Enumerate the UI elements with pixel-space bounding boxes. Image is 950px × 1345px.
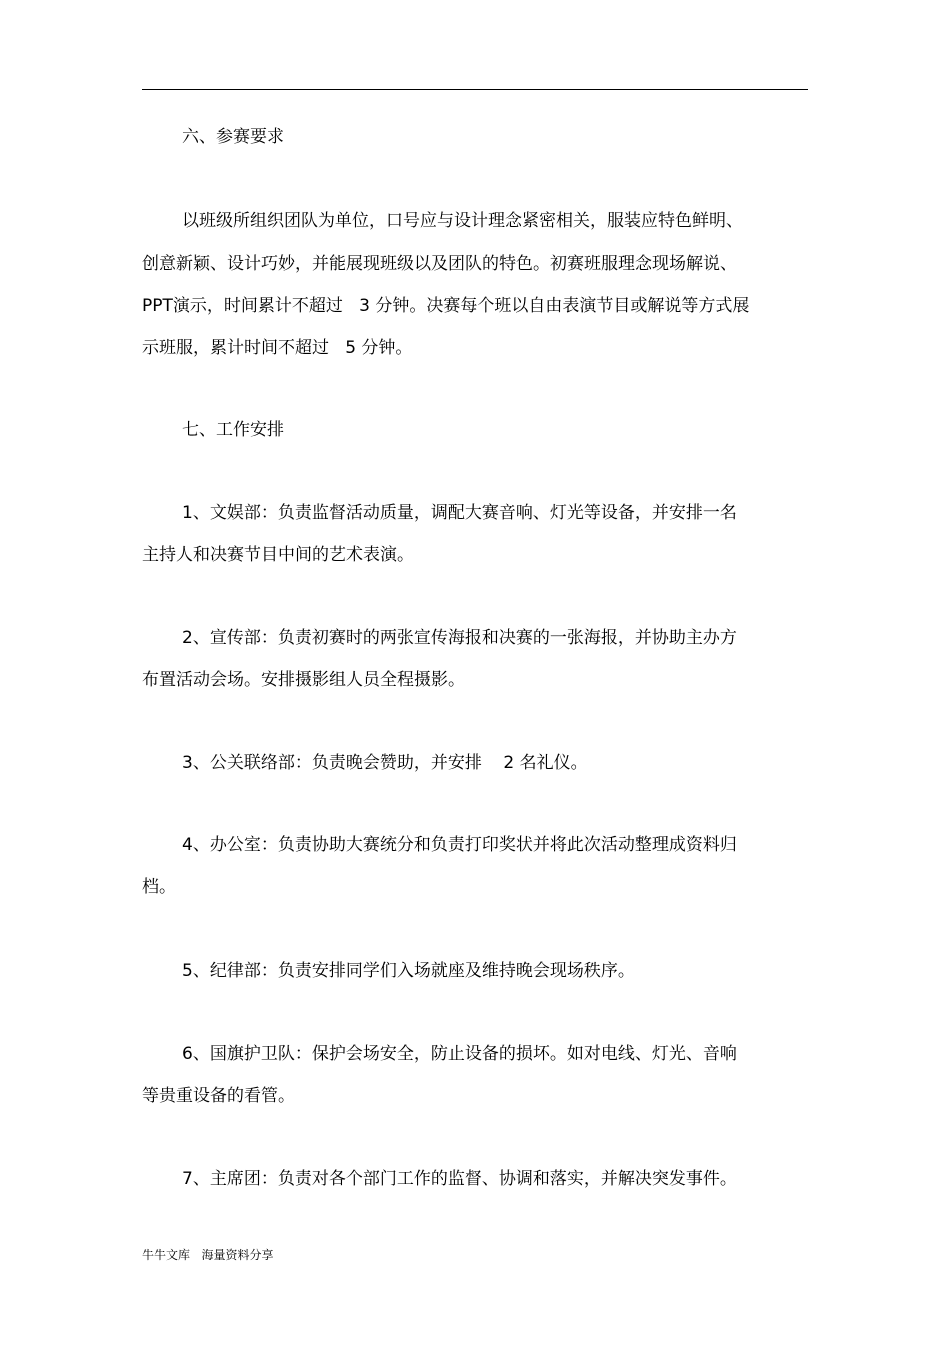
work-item-text: 1、文娱部：负责监督活动质量，调配大赛音响、灯光等设备，并安排一名 [182,503,737,523]
section-6-text-line: 以班级所组织团队为单位，口号应与设计理念紧密相关，服装应特色鲜明、 [182,211,743,231]
work-item-text: 6、国旗护卫队：保护会场安全，防止设备的损坏。如对电线、灯光、音响 [182,1044,737,1064]
section-6-heading: 六、参赛要求 [182,127,284,147]
footer-text: 牛牛文库 海量资料分享 [142,1248,274,1262]
work-item-text: 等贵重设备的看管。 [142,1086,295,1106]
work-item-text: 7、主席团：负责对各个部门工作的监督、协调和落实，并解决突发事件。 [182,1169,737,1189]
header-rule [142,89,808,90]
section-6-text-line: 示班服，累计时间不超过 5 分钟。 [142,338,413,358]
section-7-heading: 七、工作安排 [182,420,284,440]
work-item-text: 主持人和决赛节目中间的艺术表演。 [142,545,414,565]
work-item-text: 布置活动会场。安排摄影组人员全程摄影。 [142,670,465,690]
work-item-text: 3、公关联络部：负责晚会赞助，并安排 2 名礼仪。 [182,753,588,773]
section-6-text-line: PPT演示，时间累计不超过 3 分钟。决赛每个班以自由表演节目或解说等方式展 [142,296,750,316]
section-6-text-line: 创意新颖、设计巧妙，并能展现班级以及团队的特色。初赛班服理念现场解说、 [142,254,737,274]
work-item-text: 4、办公室：负责协助大赛统分和负责打印奖状并将此次活动整理成资料归 [182,835,737,855]
work-item-text: 2、宣传部：负责初赛时的两张宣传海报和决赛的一张海报，并协助主办方 [182,628,737,648]
work-item-text: 档。 [142,877,176,897]
work-item-text: 5、纪律部：负责安排同学们入场就座及维持晚会现场秩序。 [182,961,635,981]
